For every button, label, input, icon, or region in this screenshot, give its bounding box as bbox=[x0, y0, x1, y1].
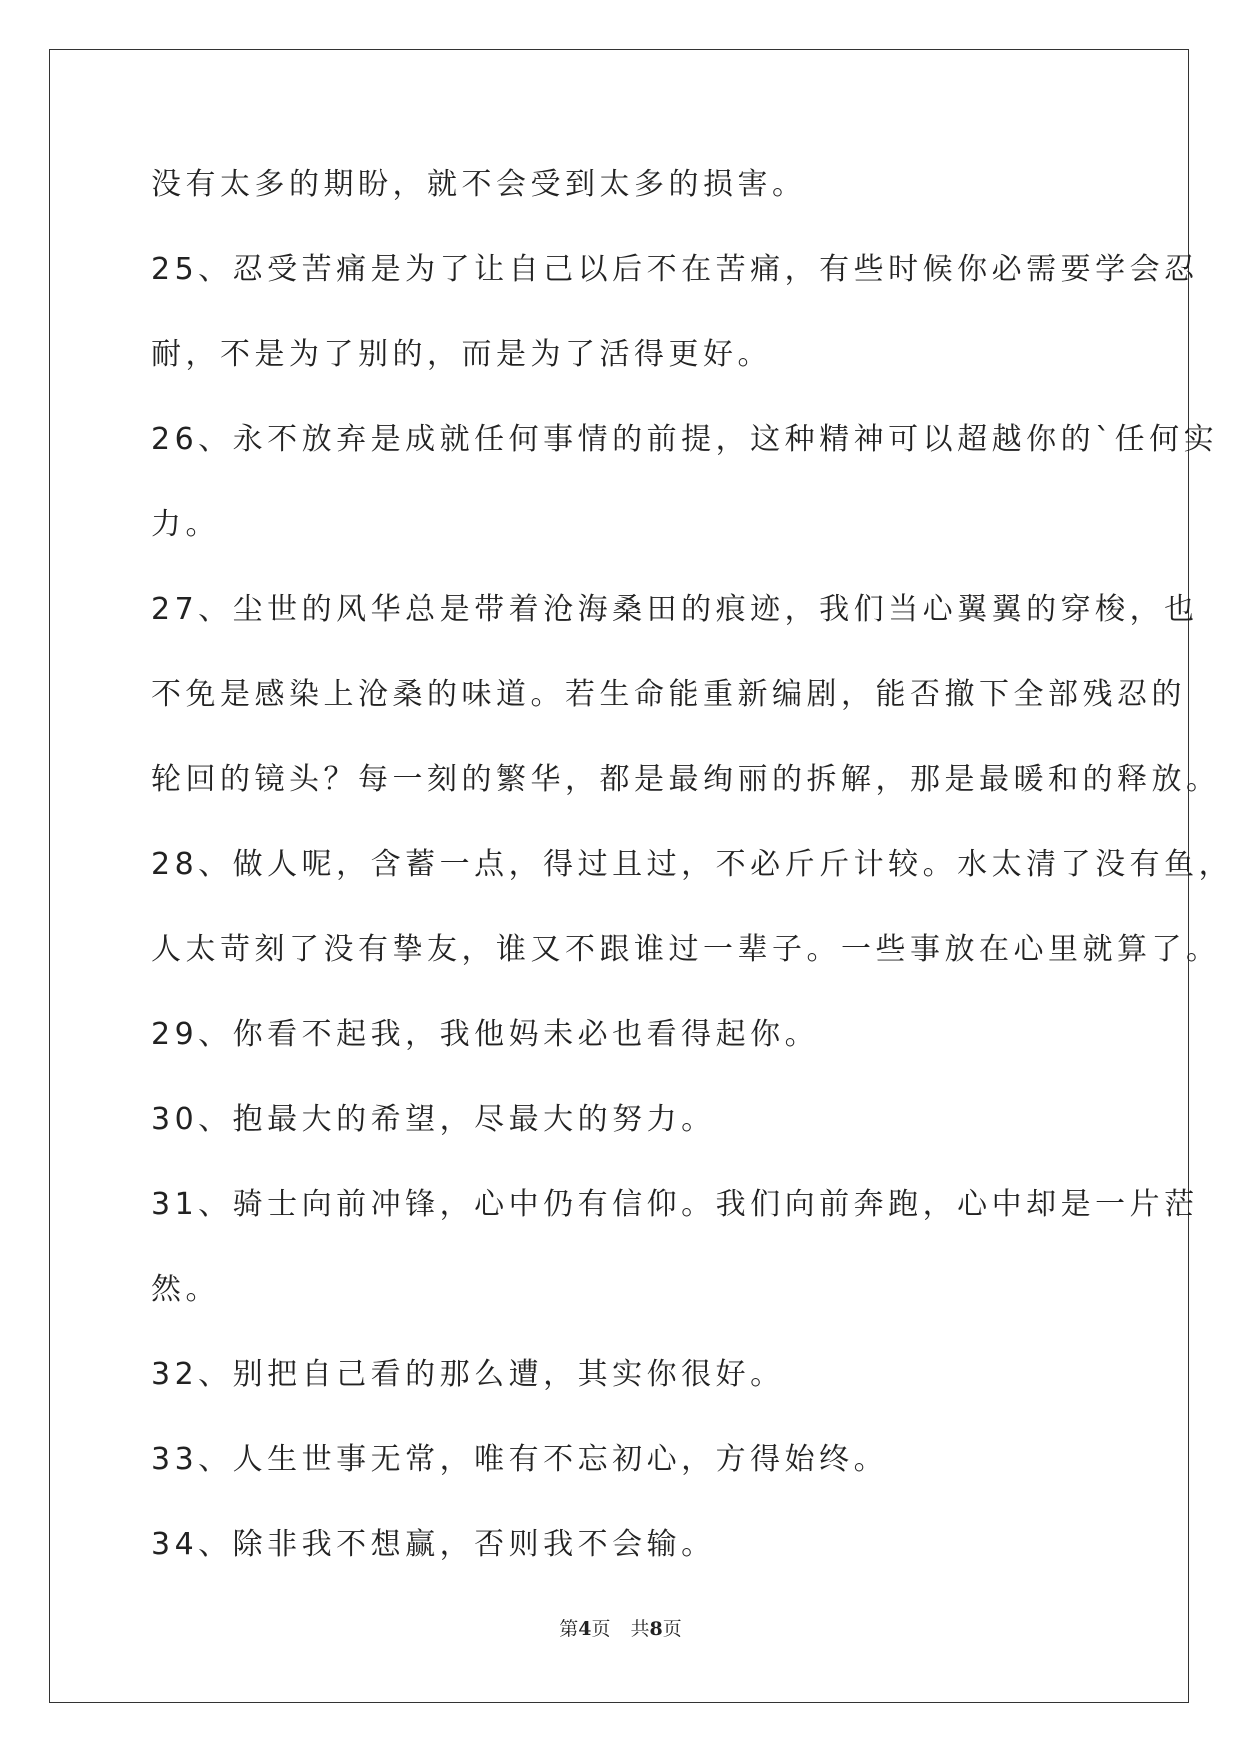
text-line: 轮回的镜头？每一刻的繁华，都是最绚丽的拆解，那是最暖和的释放。 bbox=[151, 762, 1221, 797]
text-line: 28、做人呢，含蓄一点，得过且过，不必斤斤计较。水太清了没有鱼， bbox=[151, 847, 1234, 882]
page-label-suffix: 页 bbox=[591, 1618, 611, 1640]
total-label-prefix: 共 bbox=[630, 1618, 650, 1640]
total-pages: 8 bbox=[649, 1618, 663, 1640]
text-line: 耐，不是为了别的，而是为了活得更好。 bbox=[151, 337, 772, 372]
page-number: 4 bbox=[578, 1618, 592, 1640]
text-line: 30、抱最大的希望，尽最大的努力。 bbox=[151, 1102, 716, 1137]
text-line: 不免是感染上沧桑的味道。若生命能重新编剧，能否撤下全部残忍的 bbox=[151, 677, 1186, 712]
text-line: 29、你看不起我，我他妈未必也看得起你。 bbox=[151, 1017, 820, 1052]
text-line: 33、人生世事无常，唯有不忘初心，方得始终。 bbox=[151, 1442, 889, 1477]
page-footer bbox=[0, 1617, 1241, 1641]
text-line: 26、永不放弃是成就任何事情的前提，这种精神可以超越你的`任何实 bbox=[151, 422, 1219, 457]
total-label-suffix: 页 bbox=[662, 1618, 682, 1640]
text-line: 力。 bbox=[151, 507, 220, 542]
text-line: 人太苛刻了没有挚友，谁又不跟谁过一辈子。一些事放在心里就算了。 bbox=[151, 932, 1221, 967]
text-line: 31、骑士向前冲锋，心中仍有信仰。我们向前奔跑，心中却是一片茫 bbox=[151, 1187, 1199, 1222]
text-line: 27、尘世的风华总是带着沧海桑田的痕迹，我们当心翼翼的穿梭，也 bbox=[151, 592, 1199, 627]
text-line: 然。 bbox=[151, 1272, 220, 1307]
text-line: 没有太多的期盼，就不会受到太多的损害。 bbox=[151, 167, 807, 202]
text-line: 25、忍受苦痛是为了让自己以后不在苦痛，有些时候你必需要学会忍 bbox=[151, 252, 1199, 287]
text-line: 32、别把自己看的那么遭，其实你很好。 bbox=[151, 1357, 785, 1392]
page-label-prefix: 第 bbox=[559, 1618, 579, 1640]
text-line: 34、除非我不想赢，否则我不会输。 bbox=[151, 1527, 716, 1562]
